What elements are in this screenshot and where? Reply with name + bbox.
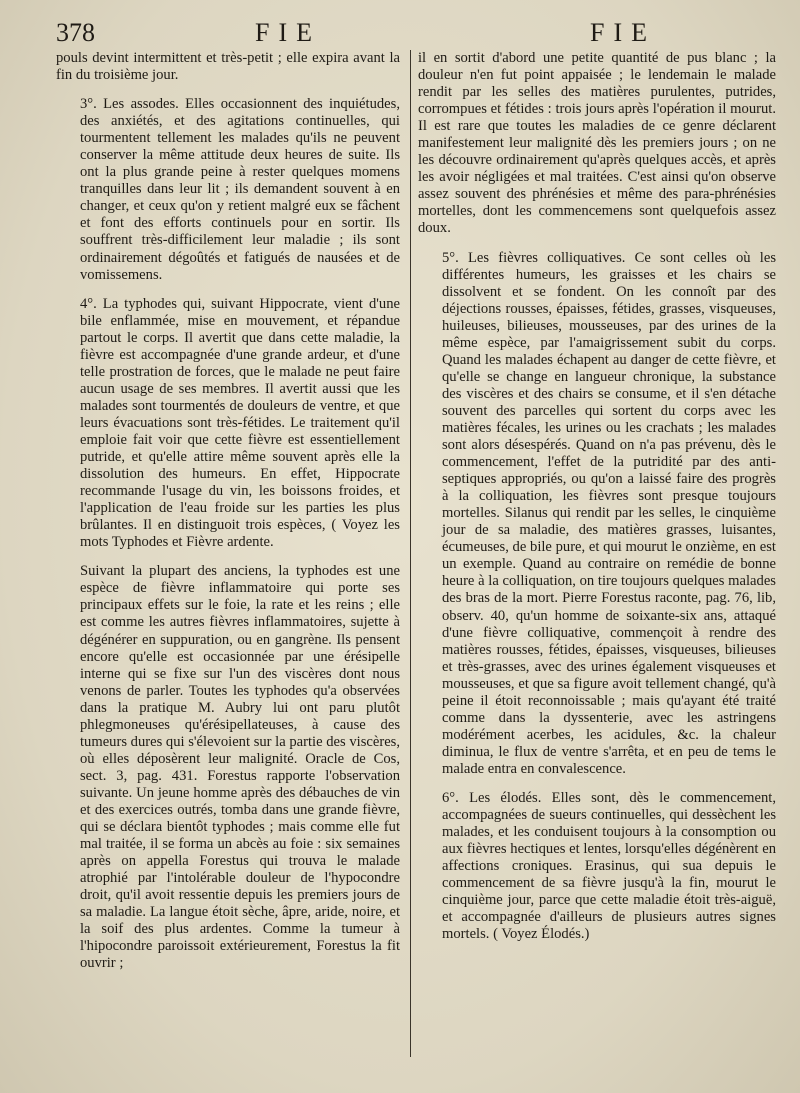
left-column <box>56 50 400 972</box>
running-head-right: FIE <box>590 18 656 47</box>
right-column <box>418 50 776 943</box>
paragraph: 3°. Les assodes. Elles occasionnent des inquiétudes, des anxiétés, et des agitations continuelles, qui tourmentent tellement les malades qu'ils ne peuvent conserver la même attitude deux heures de suite. Ils ont la plus grande peine à rester quelques momens tranquilles dans leur lit ; ils demandent souvent à en changer, et ceux qu'on y retient malgré eux se fâchent et font des efforts continuels pour en sortir. Ils souffrent très-difficilement leur maladie ; ils sont ordinairement dégoûtés et fatigués de nausées et de vomissemens. <box>80 96 400 283</box>
paragraph: Suivant la plupart des anciens, la typhodes est une espèce de fièvre inflammatoire qui porte ses principaux effets sur le foie, la rate et les reins ; elle est comme les autres fièvres inflammatoires, sujette à dégénérer en suppuration, ou en gangrène. Ils pensent encore qu'elle est occasionnée par une érésipelle interne qui se fixe sur l'un des viscères dont nous venons de parler. Toutes les typhodes qu'a observées dans la pratique M. Aubry lui ont paru plutôt phlegmoneuses qu'érésipellateuses, à cause des tumeurs dures qui s'élevoient sur la partie des viscères, où elles déposèrent leur malignité. Oracle de Cos, sect. 3, pag. 431. Forestus rapporte l'observation suivante. Un jeune homme après des débauches de vin et des exercices outrés, tomba dans une grande fièvre, qui se déclara bientôt typhodes ; mais comme elle fut mal traitée, il se forma un abcès au foie : six semaines après on appella Forestus qui trouva le malade atrophié par l'intolérable douleur de l'hypocondre droit, qu'il avoit ressentie depuis les premiers jours de sa maladie. La langue étoit sèche, âpre, aride, noire, et la soif des plus ardentes. Comme la tumeur à l'hipocondre paroissoit extérieurement, Forestus la fit ouvrir ; <box>80 563 400 972</box>
running-head-left: FIE <box>255 18 321 47</box>
column-divider <box>410 50 411 1057</box>
paragraph: 6°. Les élodés. Elles sont, dès le commencement, accompagnées de sueurs continuelles, qui dessèchent les malades, et les conduisent toujours à la consomption ou aux fièvres hectiques et lentes, lorsqu'elles dégénèrent en affections croniques. Erasinus, qui sua depuis le commencement de sa fièvre jusqu'à la fin, mourut le cinquième jour, parce que cette maladie étoit très-aiguë, et accompagnée d'ailleurs de plusieurs autres signes mortels. ( Voyez Élodés.) <box>442 789 776 943</box>
page-header <box>50 16 782 52</box>
paragraph: 5°. Les fièvres colliquatives. Ce sont celles où les différentes humeurs, les graisses et les chairs se dissolvent et se fondent. On les connoît par des déjections rousses, épaisses, fétides, grasses, visqueuses, huileuses, bilieuses, mousseuses, par des urines de la même espèce, par l'amaigrissement subit du corps. Quand les malades échapent au danger de cette fièvre, et qu'elle se change en langueur chronique, la substance des viscères et des chairs se consume, et il s'en détache souvent des parcelles qui sortent du corps avec les matières fécales, les urines ou les crachats ; les malades sont alors désespérés. Quand on n'a pas prévenu, dès le commencement, l'effet de la putridité par des anti-septiques appropriés, ou qu'on a laissé faire des progrès à la colliquation, les fièvres sont presque toujours mortelles. Silanus qui rendit par les selles, le cinquième jour de sa maladie, des matières grasses, luisantes, écumeuses, de bile pure, et qui mourut le onzième, en est un exemple. Quand au contraire on remédie de bonne heure à la colliquation, on tire toujours quelques malades des bras de la mort. Pierre Forestus raconte, pag. 76, lib, observ. 40, qu'un homme de soixante-six ans, attaqué d'une fièvre colliquative, commençoit à rendre des matières rousses, fétides, épaisses, visqueuses, bilieuses et très-grasses, avec des urines également visqueuses et mousseuses, et que sa figure avoit tellement changé, qu'à peine il étoit reconnoissable ; mais qu'ayant été traité comme dans la dyssenterie, avec les astringens modérément acerbes, les acidules, &c. la chaleur diminua, le flux de ventre s'arrêta, et en peu de tems le malade entra en convalescence. <box>442 249 776 777</box>
paragraph: 4°. La typhodes qui, suivant Hippocrate, vient d'une bile enflammée, mise en mouvement, et répandue partout le corps. Il avertit que dans cette maladie, la fièvre est accompagnée d'une grande ardeur, et d'une telle prostration de forces, que le malade ne peut faire aucun usage de ses membres. Il avertit aussi que les malades sont tourmentés de douleurs de ventre, et que leurs évacuations sont très-fétides. Le traitement qu'il emploie fait voir que cette fièvre est essentiellement putride, et qu'elle attire même souvent après elle la dissolution des humeurs. En effet, Hippocrate recommande l'usage du vin, les boissons froides, et l'application de l'eau froide sur les parties les plus brûlantes. Il en distinguoit trois espèces, ( Voyez les mots Typhodes et Fièvre ardente. <box>80 295 400 551</box>
paragraph: il en sortit d'abord une petite quantité de pus blanc ; la douleur n'en fut point appaisée ; le lendemain le malade rendit par les selles des matières purulentes, putrides, corrompues et fétides : trois jours après l'opération il mourut. Il est rare que toutes les maladies de ce genre déclarent manifestement leur malignité dès les premiers jours ; on ne les découvre ordinairement qu'après quelques accès, et après les avoir négligées et mal traitées. C'est ainsi qu'on observe assez souvent des phrénésies et même des para-phrénésies mortelles, dont les commencemens sont quelquefois assez doux. <box>418 50 776 237</box>
paragraph: pouls devint intermittent et très-petit ; elle expira avant la fin du troisième jour. <box>56 50 400 84</box>
page-number: 378 <box>56 18 95 47</box>
